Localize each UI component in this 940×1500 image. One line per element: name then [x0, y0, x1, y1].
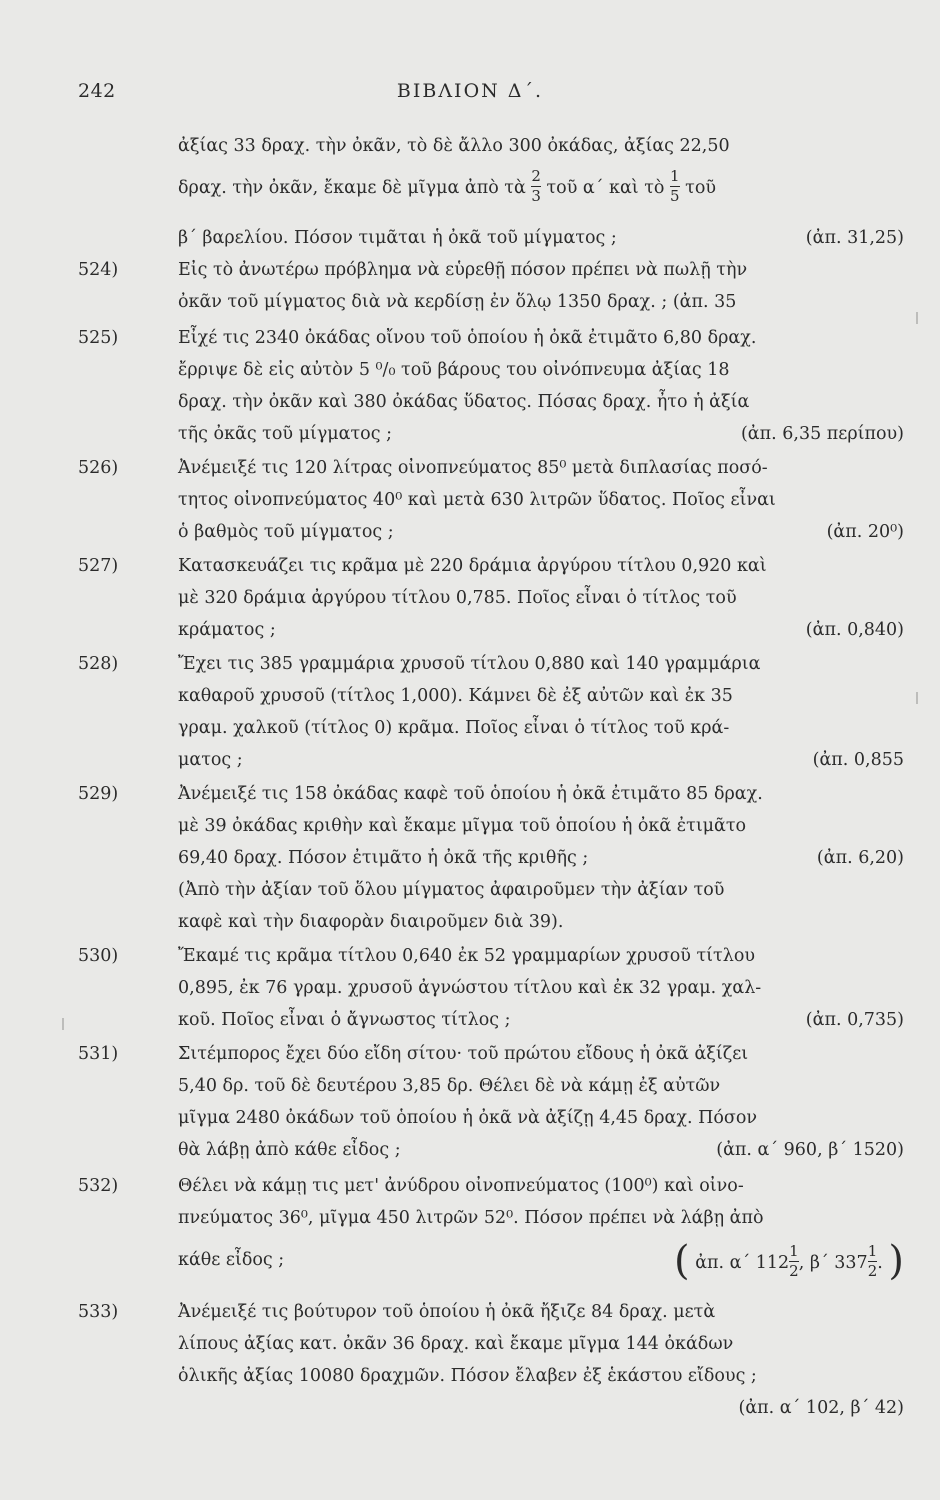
- text-line: θὰ λάβῃ ἀπὸ κάθε εἶδος ; (ἀπ. α΄ 960, β΄ 1520): [178, 1136, 904, 1164]
- text-line: τητος οἰνοπνεύματος 40⁰ καὶ μετὰ 630 λιτρῶν ὕδατος. Ποῖος εἶναι: [178, 490, 776, 510]
- text-line: ἔρριψε δὲ εἰς αὐτὸν 5 ⁰/₀ τοῦ βάρους του οἰνόπνευμα ἀξίας 18: [178, 360, 730, 380]
- text-line: 69,40 δραχ. Πόσον ἐτιμᾶτο ἡ ὀκᾶ τῆς κριθῆς ; (ἀπ. 6,20): [178, 844, 904, 872]
- text-line: καφὲ καὶ τὴν διαφορὰν διαιροῦμεν διὰ 39).: [178, 912, 564, 932]
- answer: (ἀπ. α΄ 102, β΄ 42): [738, 1398, 904, 1418]
- text-line: 0,895, ἐκ 76 γραμ. χρυσοῦ ἀγνώστου τίτλου καὶ ἐκ 32 γραμ. χαλ-: [178, 978, 762, 998]
- problem-number: 530): [78, 946, 119, 966]
- text-line: ἀξίας 33 δραχ. τὴν ὀκᾶν, τὸ δὲ ἄλλο 300 ὀκάδας, ἀξίας 22,50: [178, 136, 730, 156]
- problem-number: 525): [78, 328, 119, 348]
- text-line-with-fractions: δραχ. τὴν ὀκᾶν, ἔκαμε δὲ μῖγμα ἀπὸ τὰ $\frac{2}{3}$ τοῦ α΄ καὶ τὸ $\frac{1}{5}$ τοῦ: [178, 167, 717, 205]
- text-line: 5,40 δρ. τοῦ δὲ δευτέρου 3,85 δρ. Θέλει δὲ νὰ κάμῃ ἐξ αὐτῶν: [178, 1076, 721, 1096]
- text-line: Θέλει νὰ κάμῃ τις μετ' ἀνύδρου οἰνοπνεύματος (100⁰) καὶ οἰνο-: [178, 1176, 744, 1196]
- text-line: Ἀνέμειξέ τις 158 ὀκάδας καφὲ τοῦ ὁποίου ἡ ὀκᾶ ἐτιμᾶτο 85 δραχ.: [178, 784, 763, 804]
- text-line: ὀκᾶν τοῦ μίγματος διὰ νὰ κερδίσῃ ἐν ὅλῳ 1350 δραχ. ; (ἀπ. 35: [178, 292, 737, 312]
- text-line: ματος ; (ἀπ. 0,855: [178, 746, 904, 774]
- text-line: Ἀνέμειξέ τις βούτυρον τοῦ ὁποίου ἡ ὀκᾶ ἤξιζε 84 δραχ. μετὰ: [178, 1302, 716, 1322]
- text-line: Κατασκευάζει τις κρᾶμα μὲ 220 δράμια ἀργύρου τίτλου 0,920 καὶ: [178, 556, 767, 576]
- answer: (ἀπ. α΄ 960, β΄ 1520): [716, 1140, 904, 1160]
- scan-mark: [916, 312, 918, 324]
- text-line: Ἔκαμέ τις κρᾶμα τίτλου 0,640 ἐκ 52 γραμμαρίων χρυσοῦ τίτλου: [178, 946, 755, 966]
- text-line: Εἰς τὸ ἀνωτέρω πρόβλημα νὰ εὑρεθῇ πόσον πρέπει νὰ πωλῇ τὴν: [178, 260, 748, 280]
- text-line: Ἔχει τις 385 γραμμάρια χρυσοῦ τίτλου 0,880 καὶ 140 γραμμάρια: [178, 654, 761, 674]
- text-line: Σιτέμπορος ἔχει δύο εἴδη σίτου· τοῦ πρώτου εἴδους ἡ ὀκᾶ ἀξίζει: [178, 1044, 749, 1064]
- answer: (ἀπ. 20⁰): [826, 522, 904, 542]
- text-line: κοῦ. Ποῖος εἶναι ὁ ἄγνωστος τίτλος ; (ἀπ. 0,735): [178, 1006, 904, 1034]
- text-line: β΄ βαρελίου. Πόσον τιμᾶται ἡ ὀκᾶ τοῦ μίγματος ; (ἀπ. 31,25): [178, 224, 904, 252]
- text-line: λίπους ἀξίας κατ. ὀκᾶν 36 δραχ. καὶ ἔκαμε μῖγμα 144 ὀκάδων: [178, 1334, 734, 1354]
- fraction-one-half: $\frac{1}{2}$: [789, 1242, 799, 1280]
- text-line: Ἀνέμειξέ τις 120 λίτρας οἰνοπνεύματος 85⁰ μετὰ διπλασίας ποσό-: [178, 458, 768, 478]
- problem-number: 529): [78, 784, 119, 804]
- text-line: μὲ 39 ὀκάδας κριθὴν καὶ ἔκαμε μῖγμα τοῦ ὁποίου ἡ ὀκᾶ ἐτιμᾶτο: [178, 816, 747, 836]
- scan-mark: [62, 1018, 64, 1030]
- answer-with-fractions: ( ἀπ. α΄ 112 $\frac{1}{2}$ , β΄ 337 $\frac{1}{2}$ . ): [674, 1237, 904, 1284]
- problem-number: 524): [78, 260, 119, 280]
- text-line: κάθε εἶδος ; ( ἀπ. α΄ 112 $\frac{1}{2}$ , β΄ 337 $\frac{1}{2}$ . ): [178, 1237, 904, 1284]
- text-line: Εἶχέ τις 2340 ὀκάδας οἴνου τοῦ ὁποίου ἡ ὀκᾶ ἐτιμᾶτο 6,80 δραχ.: [178, 328, 757, 348]
- text-line: μῖγμα 2480 ὀκάδων τοῦ ὁποίου ἡ ὀκᾶ νὰ ἀξίζῃ 4,45 δραχ. Πόσον: [178, 1108, 758, 1128]
- text-line: κράματος ; (ἀπ. 0,840): [178, 616, 904, 644]
- text-line: πνεύματος 36⁰, μῖγμα 450 λιτρῶν 52⁰. Πόσον πρέπει νὰ λάβῃ ἀπὸ: [178, 1208, 764, 1228]
- answer: (ἀπ. 0,855: [812, 750, 904, 770]
- answer: (ἀπ. 6,35 περίπου): [740, 424, 904, 444]
- fraction-one-half: $\frac{1}{2}$: [867, 1242, 878, 1280]
- scan-mark: [916, 692, 918, 704]
- answer: (ἀπ. 0,735): [805, 1010, 904, 1030]
- problem-number: 528): [78, 654, 119, 674]
- answer: (ἀπ. 6,20): [816, 848, 904, 868]
- page-number: 242: [78, 80, 116, 102]
- problem-number: 532): [78, 1176, 119, 1196]
- fraction-two-thirds: $\frac{2}{3}$: [531, 167, 541, 205]
- text-line: καθαροῦ χρυσοῦ (τίτλος 1,000). Κάμνει δὲ ἐξ αὐτῶν καὶ ἐκ 35: [178, 686, 733, 706]
- problem-number: 533): [78, 1302, 119, 1322]
- problem-number: 531): [78, 1044, 119, 1064]
- text-line: (Ἀπὸ τὴν ἀξίαν τοῦ ὅλου μίγματος ἀφαιροῦμεν τὴν ἀξίαν τοῦ: [178, 880, 725, 900]
- answer: (ἀπ. 0,840): [805, 620, 904, 640]
- text-line: γραμ. χαλκοῦ (τίτλος 0) κρᾶμα. Ποῖος εἶναι ὁ τίτλος τοῦ κρά-: [178, 718, 730, 738]
- fraction-one-fifth: $\frac{1}{5}$: [670, 167, 680, 205]
- page-header: [0, 80, 940, 110]
- problem-number: 527): [78, 556, 119, 576]
- answer: (ἀπ. 31,25): [805, 228, 904, 248]
- text-line: δραχ. τὴν ὀκᾶν καὶ 380 ὀκάδας ὕδατος. Πόσας δραχ. ἦτο ἡ ἀξία: [178, 392, 750, 412]
- running-title: ΒΙΒΛΙΟΝ Δ΄.: [396, 80, 544, 102]
- text-line: ὁ βαθμὸς τοῦ μίγματος ; (ἀπ. 20⁰): [178, 518, 904, 546]
- text-line: τῆς ὀκᾶς τοῦ μίγματος ; (ἀπ. 6,35 περίπου): [178, 420, 904, 448]
- problem-number: 526): [78, 458, 119, 478]
- text-line: [178, 1394, 904, 1422]
- text-line: ὁλικῆς ἀξίας 10080 δραχμῶν. Πόσον ἔλαβεν ἐξ ἑκάστου εἴδους ;: [178, 1366, 757, 1386]
- text-line: μὲ 320 δράμια ἀργύρου τίτλου 0,785. Ποῖος εἶναι ὁ τίτλος τοῦ: [178, 588, 737, 608]
